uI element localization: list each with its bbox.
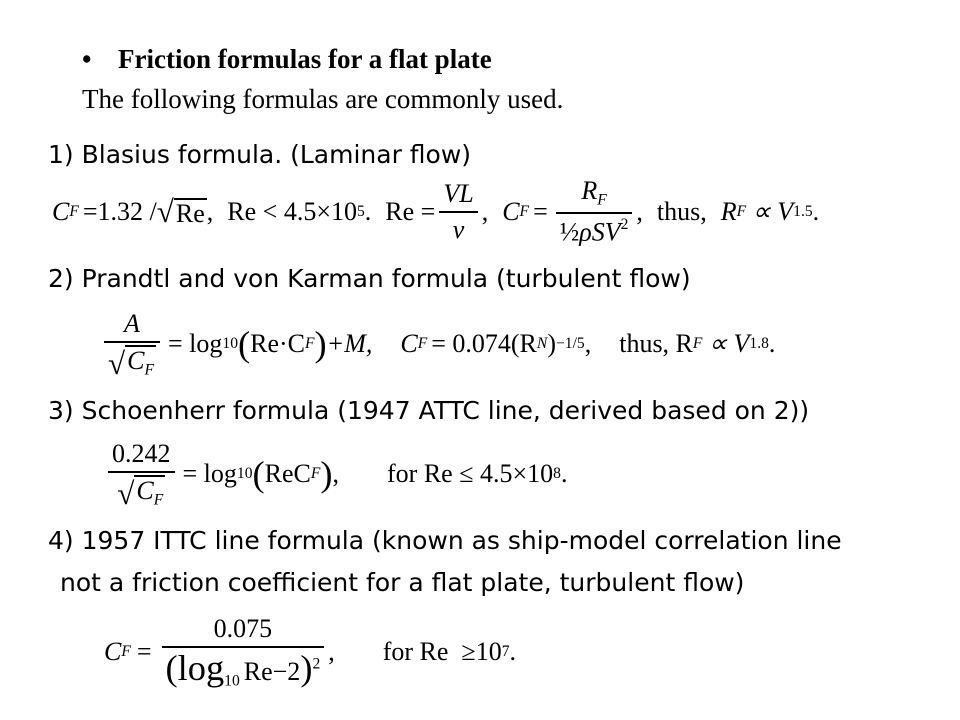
rhs-074: = 0.074(R [431, 329, 537, 358]
eq-4: = [136, 637, 152, 666]
cf-in-sqrt-3: C [136, 476, 154, 506]
schoenherr-cond-exp: 8 [553, 465, 561, 482]
ittc-den-body: Re−2 [243, 656, 301, 686]
re-numerator: VL [443, 179, 474, 208]
intro-text: The following formulas are commonly used. [82, 84, 564, 114]
rhs-exponent: −1/5 [555, 335, 585, 352]
bullet: • [82, 44, 92, 74]
page-title: Friction formulas for a flat plate [118, 44, 492, 74]
ittc-den-close: ) [300, 647, 313, 688]
schoenherr-numerator: 0.242 [112, 439, 171, 469]
cf2-subscript: F [519, 203, 530, 220]
eq-log: = log [168, 329, 223, 358]
section-4-heading-cont: not a friction coefficient for a flat plate, turbulent flow) [60, 568, 745, 597]
cf-symbol-4: C [104, 637, 122, 666]
cf-subscript: F [69, 203, 79, 220]
sqrt-radicand: Re [175, 199, 205, 229]
cf-sub-4: F [121, 643, 131, 660]
section-3-equation: 0.242 √ $C_F$ = log 10 ( ReC F ) , for Re ≤ 4.5×10 8 . [104, 436, 567, 512]
rf-symbol: R [720, 197, 737, 226]
log-sub: 10 [222, 335, 238, 352]
ittc-condition: for Re ≥10 [382, 637, 502, 666]
proportional-v: ∝ V [752, 197, 794, 226]
section-1-heading: 1) Blasius formula. (Laminar flow) [48, 140, 472, 169]
a-numerator: A [124, 309, 140, 339]
cf2-equals: = [533, 197, 548, 226]
re-denominator: ν [452, 215, 465, 244]
re-fraction [439, 179, 477, 245]
log-arg-sub: F [305, 335, 315, 352]
comma-4: , [328, 637, 335, 666]
cf-in-sqrt-sub: F [144, 361, 154, 379]
thus-2-sub: F [692, 335, 703, 352]
log-arg-3: ReC [264, 459, 311, 488]
rhs-close: ) [547, 329, 556, 358]
cf2-symbol: C [400, 329, 418, 358]
log-arg-3-sub: F [310, 465, 321, 482]
prop-exponent: 1.5 [793, 203, 813, 220]
cf-symbol: C [52, 197, 70, 226]
ittc-cond-exp: 7 [501, 643, 510, 660]
cf2-sub: F [417, 335, 428, 352]
cf-in-sqrt: C [127, 346, 145, 376]
plus-m: +M, [326, 329, 373, 358]
log-arg: Re·C [250, 329, 305, 358]
rf-numerator: R [581, 176, 598, 206]
prop-exponent-2: 1.8 [749, 335, 769, 352]
cf-in-sqrt-3-sub: F [153, 491, 164, 509]
section-2-equation: A √ $C_F$ = log 10 ( Re·C F ) +M, C F = 0.074(R N ) −1/5 , thus, R F ∝ V 1.8 . [100, 306, 775, 382]
thus-1: thus, [656, 197, 707, 226]
ittc-den-sub: 10 [224, 672, 240, 690]
rf-numerator-sub: F [597, 191, 607, 209]
blasius-condition: Re < 4.5×10 [227, 197, 357, 226]
section-4-equation: C F = $\frac{0.075}{(\log_{10} Re-2)^2}$ , for Re ≥10 7 . [104, 613, 516, 690]
re-def-lhs: Re = [385, 197, 436, 226]
eq-log-3: = log [182, 459, 237, 488]
schoenherr-condition: for Re ≤ 4.5×10 [387, 459, 554, 488]
sqrt-re: √ Re [156, 194, 205, 230]
ittc-den-exp: 2 [312, 655, 321, 673]
a-over-sqrt-cf: A √ $C_F$ [104, 309, 160, 379]
log-sub-3: 10 [236, 465, 253, 482]
half: ½ [559, 217, 580, 247]
proportional-v-2: ∝ V [708, 329, 750, 358]
schoenherr-fraction: 0.242 √ $C_F$ [108, 439, 175, 509]
ittc-fraction [162, 614, 325, 690]
title-line [82, 44, 492, 75]
ittc-numerator: 0.075 [213, 613, 273, 643]
rho-s-v: ρSV [579, 217, 621, 247]
comma-2: , [584, 329, 592, 358]
ittc-den-open: (log [165, 647, 225, 688]
comma-3: , [332, 459, 339, 488]
section-3-heading: 3) Schoenherr formula (1947 ATTC line, derived based on 2)) [48, 396, 810, 425]
section-2-heading: 2) Prandtl and von Karman formula (turbulent flow) [48, 264, 691, 293]
condition-exponent: 5 [357, 203, 365, 220]
section-1-equation: C F =1.32 / √ Re , Re < 4.5×10 5 . Re = $\frac{VL}{\nu}$ , C F = $\frac{R_F}{\frac{1}{2}\rho SV^2}$ , thus, R F ∝ V 1.5 . [52, 176, 820, 247]
v-exponent: 2 [620, 215, 629, 233]
rf-subscript: F [736, 203, 747, 220]
blasius-coef: =1.32 / [82, 197, 157, 226]
thus-2: thus, R [619, 329, 693, 358]
rn-sub: N [536, 335, 548, 352]
section-4-heading: 4) 1957 ITTC line formula (known as ship-model correlation line [48, 526, 842, 555]
cf-fraction [556, 176, 633, 247]
cf2-symbol: C [502, 197, 520, 226]
